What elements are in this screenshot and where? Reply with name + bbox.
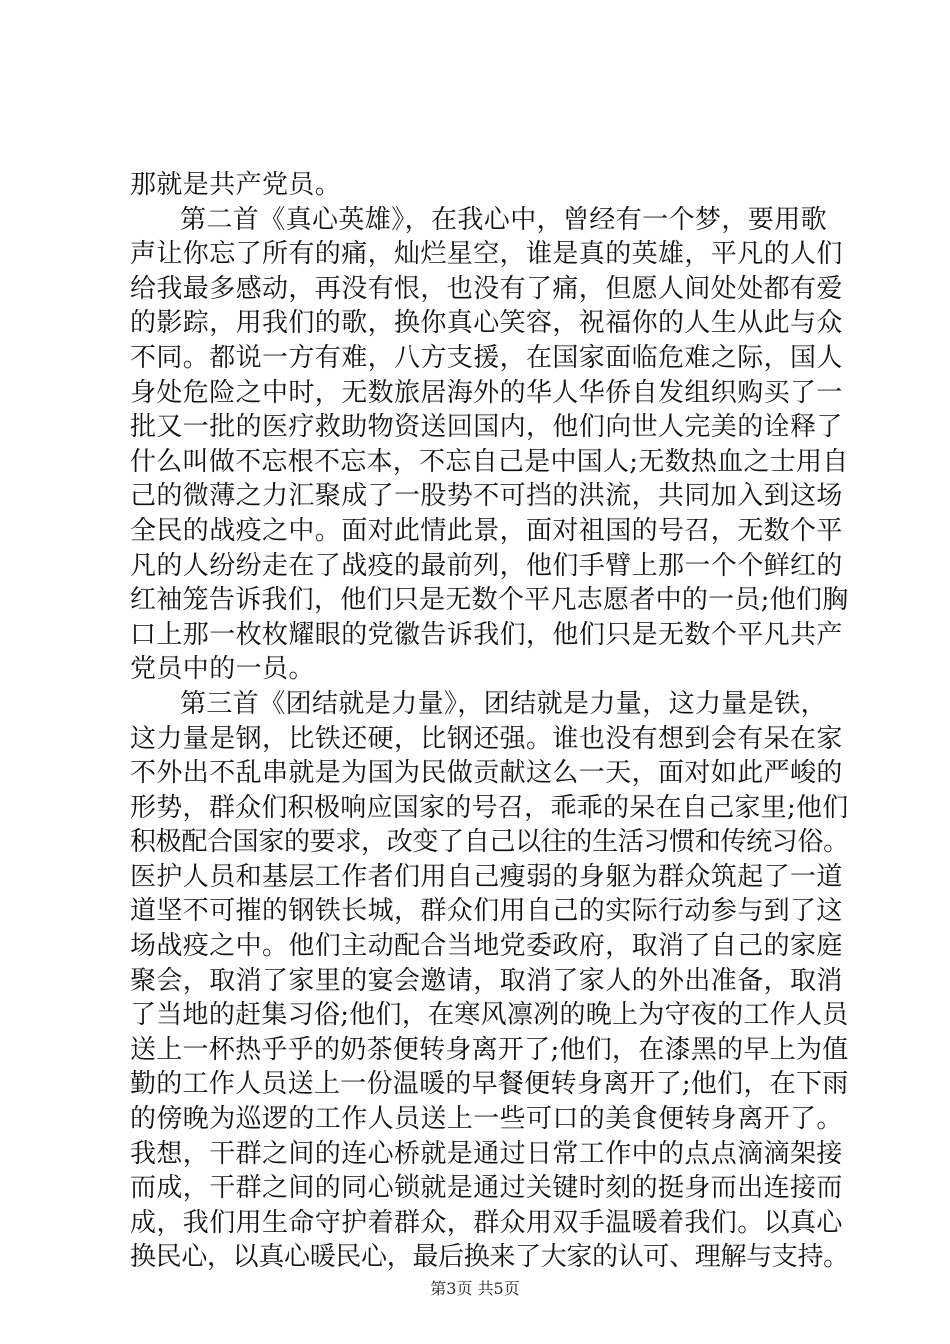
- body-text: [130, 168, 850, 1275]
- text-line: 积极配合国家的要求，改变了自己以往的生活习惯和传统习俗。: [130, 827, 849, 858]
- text-line: 场战疫之中。他们主动配合当地党委政府，取消了自己的家庭: [130, 931, 843, 962]
- text-line: 第二首《真心英雄》，在我心中，曾经有一个梦，要用歌: [180, 204, 828, 235]
- text-line: 什么叫做不忘根不忘本，不忘自己是中国人;无数热血之士用自: [130, 446, 849, 477]
- text-line: 那就是共产党员。: [130, 170, 342, 200]
- text-line: 凡的人纷纷走在了战疫的最前列，他们手臂上那一个个鲜红的: [130, 550, 843, 581]
- text-line: 聚会，取消了家里的宴会邀请，取消了家人的外出准备，取消: [130, 965, 843, 996]
- text-line: 医护人员和基层工作者们用自己瘦弱的身躯为群众筑起了一道: [130, 861, 843, 892]
- text-line: 声让你忘了所有的痛，灿烂星空，谁是真的英雄，平凡的人们: [130, 239, 843, 270]
- text-line: 形势，群众们积极响应国家的号召，乖乖的呆在自己家里;他们: [130, 792, 849, 823]
- text-line: 红袖笼告诉我们，他们只是无数个平凡志愿者中的一员;他们胸: [130, 585, 849, 616]
- text-line: 第三首《团结就是力量》，团结就是力量，这力量是铁，: [180, 688, 828, 719]
- text-line: 的傍晚为巡逻的工作人员送上一些可口的美食便转身离开了。: [130, 1104, 843, 1135]
- text-line: 成，我们用生命守护着群众，群众用双手温暖着我们。以真心: [130, 1207, 843, 1238]
- text-line: 的影踪，用我们的歌，换你真心笑容，祝福你的人生从此与众: [130, 308, 843, 339]
- text-line: 勤的工作人员送上一份温暖的早餐便转身离开了;他们，在下雨: [130, 1069, 849, 1100]
- text-line: 不同。都说一方有难，八方支援，在国家面临危难之际，国人: [130, 342, 843, 373]
- text-line: 己的微薄之力汇聚成了一股势不可挡的洪流，共同加入到这场: [130, 481, 843, 512]
- text-line: 身处危险之中时，无数旅居海外的华人华侨自发组织购买了一: [130, 377, 843, 408]
- text-line: 了当地的赶集习俗;他们，在寒风凛冽的晚上为守夜的工作人员: [130, 1000, 849, 1031]
- text-line: 换民心，以真心暖民心，最后换来了大家的认可、理解与支持。: [130, 1242, 849, 1273]
- text-line: 不外出不乱串就是为国为民做贡献这么一天，面对如此严峻的: [130, 758, 843, 789]
- text-line: 这力量是钢，比铁还硬，比钢还强。谁也没有想到会有呆在家: [130, 723, 843, 754]
- text-line: 道坚不可摧的钢铁长城，群众们用自己的实际行动参与到了这: [130, 896, 843, 927]
- text-line: 口上那一枚枚耀眼的党徽告诉我们，他们只是无数个平凡共产: [130, 619, 843, 650]
- text-line: 送上一杯热乎乎的奶茶便转身离开了;他们，在漆黑的早上为值: [130, 1034, 849, 1065]
- text-line: 我想，干群之间的连心桥就是通过日常工作中的点点滴滴架接: [130, 1138, 843, 1169]
- text-line: 给我最多感动，再没有恨，也没有了痛，但愿人间处处都有爱: [130, 273, 843, 304]
- text-line: 批又一批的医疗救助物资送回国内，他们向世人完美的诠释了: [130, 412, 843, 443]
- page-footer: 第3页 共5页: [430, 1279, 520, 1298]
- text-line: 而成，干群之间的同心锁就是通过关键时刻的挺身而出连接而: [130, 1173, 843, 1204]
- text-line: 全民的战疫之中。面对此情此景，面对祖国的号召，无数个平: [130, 515, 843, 546]
- text-line: 党员中的一员。: [130, 654, 315, 685]
